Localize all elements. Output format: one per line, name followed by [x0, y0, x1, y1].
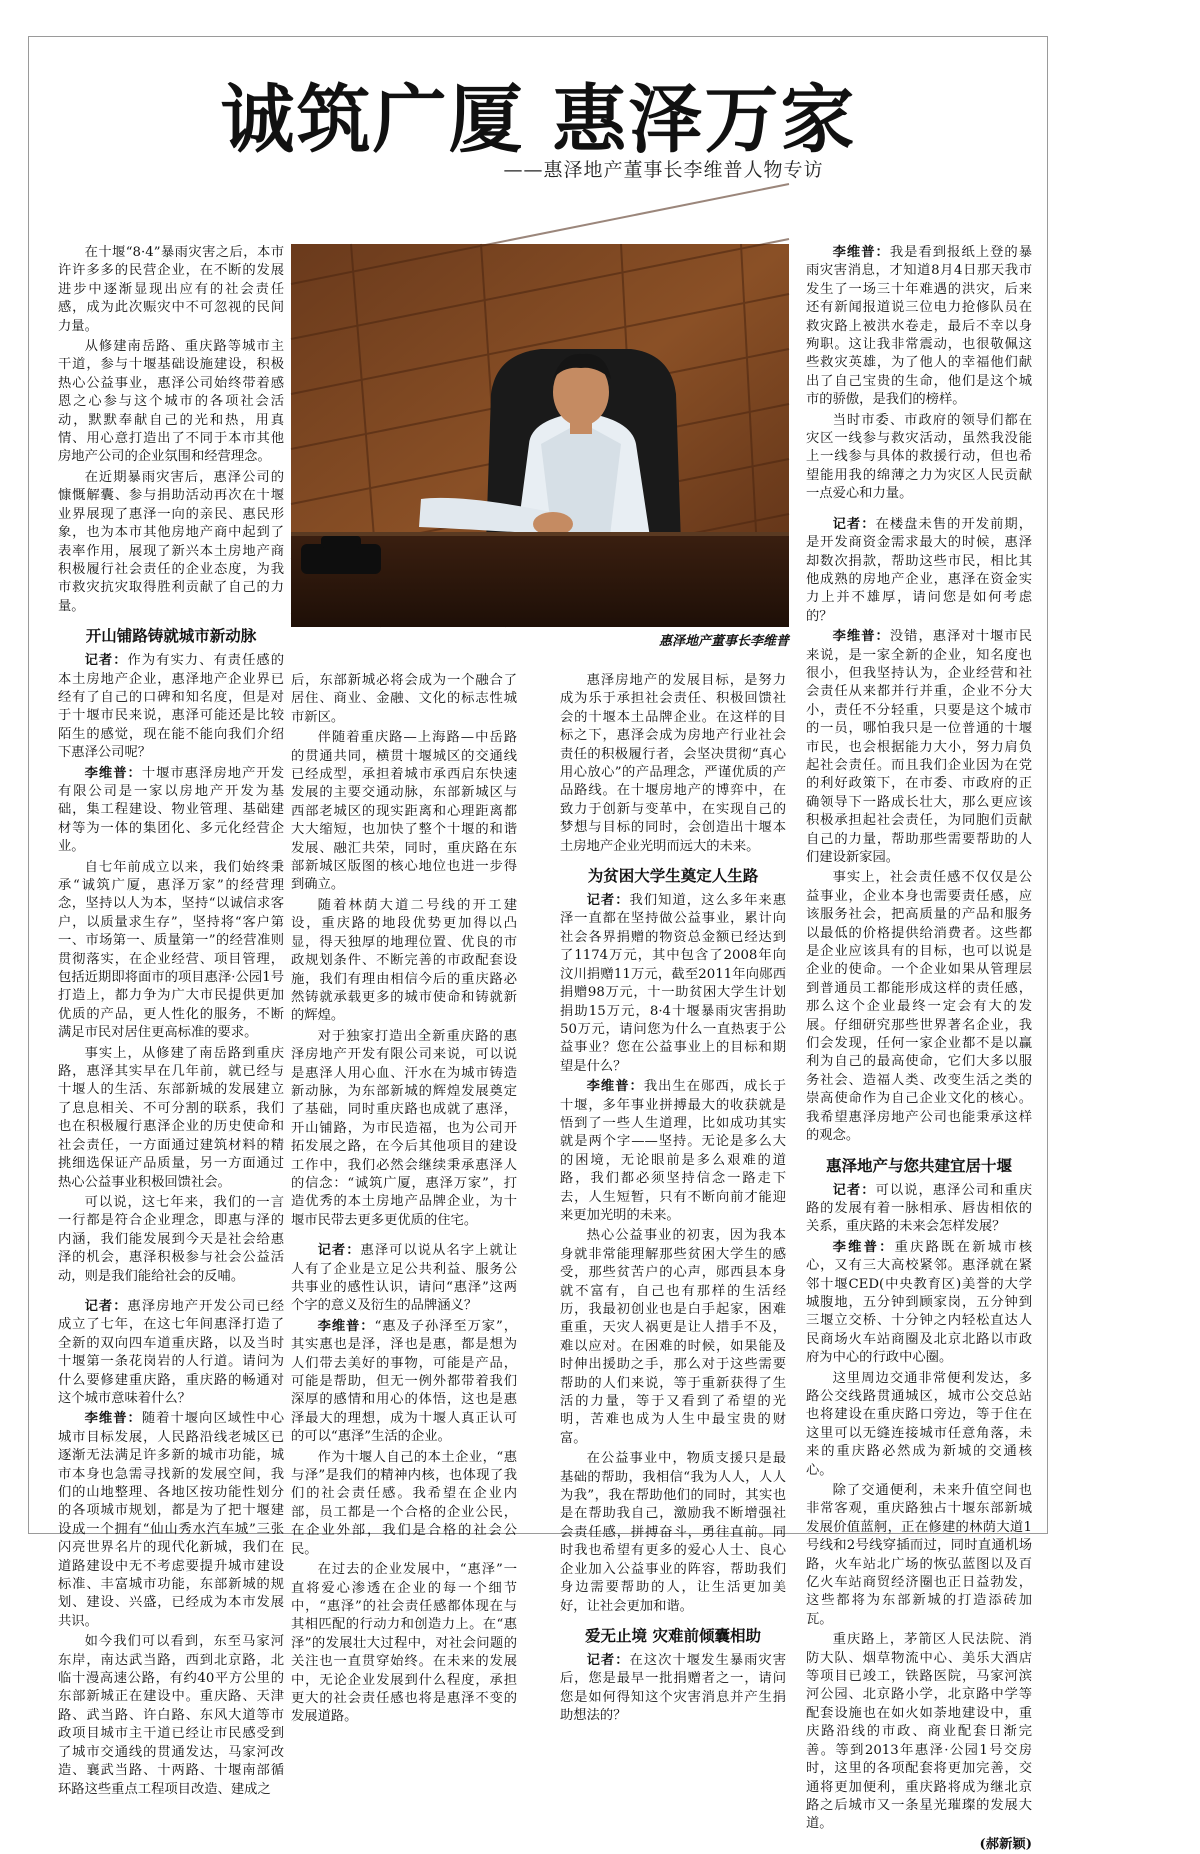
intro-paragraph: 从修建南岳路、重庆路等城市主干道，参与十堰基础设施建设，积极热心公益事业，惠泽公司始终带着感恩之心参与这个城市的各项社会活动，默默奉献自己的光和热，用真情、用心意打造出了不同于本市其他房地产公司的企业氛围和经营理念。: [58, 339, 284, 465]
body-paragraph: 惠泽房地产的发展目标，是努力成为乐于承担社会责任、积极回馈社会的十堰本土品牌企业。在这样的目标之下，惠泽会成为房地产行业社会责任的积极履行者，会坚决贯彻“真心用心放心”的产品理念，严谨优质的产品路线。在十堰房地产的博弈中，在致力于创新与变革中，在实现自己的梦想与目标的同时，会创造出十堰本土房地产企业光明而远大的未来。: [560, 673, 786, 854]
answer-text: “惠及子孙泽至万家”，其实惠也是泽，泽也是惠，都是想为人们带去美好的事物，可能是产品，可能是帮助，但无一例外都带着我们深厚的感情和用心的体悟，这也是惠泽最大的理想，成为十堰人真正认可的可以“惠泽”生活的企业。: [291, 1318, 517, 1445]
speaker-label: 记者：: [832, 516, 876, 532]
speaker-label: 李维普：: [317, 1318, 375, 1334]
body-paragraph: 这里周边交通非常便利发达，多路公交线路贯通城区，城市公交总站也将建设在重庆路口旁边，等于住在这里可以无缝连接城市任意角落，未来的重庆路必然成为新城的交通核心。: [806, 1370, 1032, 1478]
column-4: [806, 244, 1033, 1852]
body-paragraph: 自七年前成立以来，我们始终秉承“诚筑广厦，惠泽万家”的经营理念，坚持以人为本，坚持“以诚信求客户，以质量求生存”，坚持将“客户第一、市场第一、质量第一”的经营准则贯彻落实，在企业经营、项目管理，包括近期即将面市的项目惠泽·公园1号打造上，都力争为广大市民提供更加优质的产品，更人性化的服务，不断满足市民对居住更高标准的要求。: [58, 859, 284, 1041]
section-heading: 为贫困大学生奠定人生路: [587, 867, 759, 886]
body-paragraph: 当时市委、市政府的领导们都在灾区一线参与救灾活动，虽然我没能上一线参与具体的救援行动，但也希望能用我的绵薄之力为灾区人民贡献一点爱心和力量。: [806, 412, 1032, 502]
answer-text: 我出生在郧西，成长于十堰，多年事业拼搏最大的收获就是悟到了一些人生道理，比如成功其实就是两个字——坚持。无论是多么大的困境，无论眼前是多么艰难的道路，我们都必须坚持信念一路走下去，人生短暂，只有不断向前才能迎来更加光明的未来。: [560, 1079, 787, 1223]
answer-text: 重庆路既在新城市核心，又有三大高校紧邻。惠泽就在紧邻十堰CED(中央教育区)美誉的大学城腹地，五分钟到顾家岗，五分钟到三堰立交桥、十分钟之内轻松直达人民商场火车站商圈及北京北路以市政府为中心的行政中心圈。: [806, 1239, 1033, 1366]
question-text: 惠泽可以说从名字上就让人有了企业是立足公共利益、服务公共事业的感性认识，请问“惠泽”这两个字的意义及衍生的品牌涵义？: [291, 1243, 518, 1314]
speaker-label: 记者：: [586, 893, 630, 909]
body-paragraph: 在过去的企业发展中，“惠泽”一直将爱心渗透在企业的每一个细节中，“惠泽”的社会责任感都体现在与其相匹配的行动力和创造力上。在“惠泽”的发展壮大过程中，对社会问题的关注也一直贯穿始终。在未来的发展中，无论企业发展到什么程度，承担更大的社会责任感也将是惠泽不变的发展道路。: [291, 1562, 517, 1725]
question-text: 在这次十堰发生暴雨灾害后，您是最早一批捐赠者之一，请问您是如何得知这个灾害消息并产生捐助想法的？: [560, 1652, 787, 1724]
author-byline: (郝新颖): [979, 1836, 1032, 1852]
answer-text: 十堰市惠泽房地产开发有限公司是一家以房地产开发为基础，集工程建设、物业管理、基础建材等为一体的集团化、多元化经营企业。: [58, 765, 285, 855]
answer-text: 随着十堰向区域性中心城市目标发展，人民路沿线老城区已逐渐无法满足许多新的城市功能，城市本身也急需寻找新的发展空间，我们的山地整理、各地区按功能性划分的各项城市规划，都是为了把十堰建设成一个拥有“仙山秀水汽车城”三张闪亮世界名片的现代化新城，我们在道路建设中无不考虑要提升城市建设标准、丰富城市功能，东部新城的规划、建设、兴盛，已经成为本市发展共识。: [58, 1411, 285, 1629]
body-paragraph: 对于独家打造出全新重庆路的惠泽房地产开发有限公司来说，可以说是惠泽人用心血、汗水在为城市铸造新动脉，为东部新城的辉煌发展奠定了基础，同时重庆路也成就了惠泽，开山铺路，为市民造福，也为公司开拓发展之路，在今后其他项目的建设工作中，我们必然会继续秉承惠泽人的信念：“诚筑广厦，惠泽万家”，打造优秀的本土房地产品牌企业，为十堰市民带去更多更优质的住宅。: [291, 1028, 517, 1228]
speaker-label: 李维普：: [832, 629, 890, 645]
section-heading: 爱无止境 灾难前倾囊相助: [585, 1626, 761, 1645]
speaker-label: 李维普：: [832, 1239, 895, 1255]
interview-answer: [806, 628, 1032, 867]
interview-answer: [58, 1410, 284, 1631]
interview-question: [806, 1182, 1032, 1237]
article-title: 诚筑广厦 惠泽万家: [220, 77, 857, 163]
intro-paragraph: 在十堰“8·4”暴雨灾害之后，本市许许多多的民营企业，在不断的发展进步中逐渐显现出应有的社会责任感，成为此次赈灾中不可忽视的民间力量。: [58, 245, 284, 334]
interview-answer: [58, 765, 284, 857]
interview-answer: [560, 1078, 786, 1225]
interview-question: [806, 516, 1032, 626]
column-3: [560, 672, 787, 1724]
column-2: [291, 672, 518, 1725]
question-text: 惠泽房地产开发公司已经成立了七年，在这七年间惠泽打造了全新的双向四车道重庆路，以及当时十堰第一条花岗岩的人行道。请问为什么要修建重庆路，重庆路的畅通对这个城市意味着什么？: [58, 1298, 285, 1406]
question-text: 我们知道，这么多年来惠泽一直都在坚持做公益事业，累计向社会各界捐赠的物资总金额已经达到了1174万元，其中包含了2008年向汶川捐赠11万元，截至2011年向郧西捐赠98万元，十一助贫困大学生计划捐助15万元，8·4十堰暴雨灾害捐助50万元，请问您为什么一直热衷于公益事业？您在公益事业上的目标和期望是什么？: [560, 893, 787, 1074]
interview-question: [291, 1242, 517, 1316]
answer-text: 没错，惠泽对十堰市民来说，是一家全新的企业，知名度也很小，但我坚持认为，企业经营和社会责任从来都并行并重，企业不分大小，责任不分轻重，只要是这个城市的一员，哪怕我只是一位普通的十堰市民，也会根据能力大小，努力肩负起社会责任。而且我们企业因为在党的利好政策下，在市委、市政府的正确领导下一路成长壮大，那么更应该积极承担起社会责任，为同胞们贡献自己的力量，帮助那些需要帮助的人们建设新家园。: [806, 629, 1033, 865]
speaker-label: 记者：: [317, 1243, 361, 1259]
body-paragraph: 后，东部新城必将会成为一个融合了居住、商业、金融、文化的标志性城市新区。: [291, 673, 517, 725]
interview-question: [58, 1298, 284, 1408]
speaker-label: 李维普：: [84, 765, 142, 781]
speaker-label: 李维普：: [832, 245, 890, 260]
speaker-label: 李维普：: [586, 1079, 644, 1095]
interview-answer: [806, 1239, 1032, 1368]
body-paragraph: 事实上，社会责任感不仅仅是公益事业，企业本身也需要责任感，应该服务社会，把高质量的产品和服务以最低的价格提供给消费者。这些都是企业应该具有的目标，也可以说是企业的使命。一个企业如果从管理层到普通员工都能形成这样的责任感，那么这个企业最终一定会有大的发展。仔细研究那些世界著名企业，我们会发现，任何一家企业都不是以赢利为自己的最高使命，它们大多以服务社会、造福人类、改变生活之类的崇高使命作为自己企业文化的核心。我希望惠泽房地产公司也能秉承这样的观念。: [806, 870, 1032, 1144]
article-subtitle: ——惠泽地产董事长李维普人物专访: [503, 159, 824, 181]
body-paragraph: 如今我们可以看到，东至马家河东岸，南达武当路，西到北京路，北临十漫高速公路，有约40平方公里的东部新城正在建设中。重庆路、天津路、武当路、许白路、东风大道等市政项目城市主干道已经让市民感受到了城市交通线的贯通发达，马家河改造、襄武当路、十两路、十堰南部循环路这些重点工程项目改造、建成之: [58, 1634, 284, 1797]
question-text: 在楼盘未售的开发前期，是开发商资金需求最大的时候，惠泽却数次捐款，帮助这些市民，相比其他成熟的房地产企业，惠泽在资金实力上并不雄厚，请问您是如何考虑的？: [806, 516, 1033, 624]
interview-answer: [291, 1318, 517, 1447]
section-heading: 开山铺路铸就城市新动脉: [85, 627, 257, 646]
body-paragraph: 除了交通便利，未来升值空间也非常客观，重庆路独占十堰东部新城发展价值蓝舸，正在修建的林荫大道1号线和2号线穿插而过，同时直通机场路，火车站北广场的恢弘蓝图以及百亿火车站商贸经济圈也正日益勃发，这些都将为东部新城的打造添砖加瓦。: [806, 1483, 1032, 1627]
interview-question: [560, 892, 786, 1076]
question-text: 可以说，惠泽公司和重庆路的发展有着一脉相承、唇齿相依的关系，重庆路的未来会怎样发展？: [806, 1182, 1033, 1235]
speaker-label: 李维普：: [84, 1411, 142, 1427]
body-paragraph: 热心公益事业的初衷，因为我本身就非常能理解那些贫困大学生的感受，那些贫苦户的心声，郧西县本身就不富有，自己也有那样的生活经历，我最初创业也是白手起家，困难重重，天灾人祸更是让人措手不及，难以应对。在困难的时候，如果能及时伸出援助之手，那么对于这些需要帮助的人们来说，等于重新获得了生活的力量，等于又看到了希望的光明，苦难也成为人生中最宝贵的财富。: [560, 1228, 786, 1446]
body-paragraph: 作为十堰人自己的本土企业，“惠与泽”是我们的精神内核，也体现了我们的社会责任感。我希望在企业内部，员工都是一个合格的企业公民，在企业外部，我们是合格的社会公民。: [291, 1449, 517, 1557]
section-heading: 惠泽地产与您共建宜居十堰: [825, 1156, 1012, 1175]
column-1: [58, 244, 285, 1797]
speaker-label: 记者：: [84, 1298, 128, 1314]
body-paragraph: 重庆路上，茅箭区人民法院、消防大队、烟草物流中心、美乐大酒店等项目已竣工，铁路医院，马家河滨河公园、北京路小学，北京路中学等配套设施也在如火如荼地建设中，重庆路沿线的市政、商业配套日渐完善。等到2013年惠泽·公园1号交房时，这里的各项配套将更加完善，交通将更加便利，重庆路将成为继北京路之后城市又一条星光璀璨的发展大道。: [806, 1632, 1032, 1832]
body-paragraph: 随着林荫大道二号线的开工建设，重庆路的地段优势更加得以凸显，得天独厚的地理位置、优良的市政规划条件、不断完善的市政配套设施，我们有理由相信今后的重庆路必然铸就承载更多的城市使命和铸就新的辉煌。: [291, 897, 517, 1024]
body-paragraph: 在公益事业中，物质支援只是最基础的帮助，我相信“我为人人，人人为我”，我在帮助他们的同时，其实也是在帮助我自己，激励我不断增强社会责任感，拼搏奋斗，勇往直前。同时我也希望有更多的爱心人士、良心企业加入公益事业的阵容，帮助我们身边需要帮助的人，让生活更加美好，让社会更加和谐。: [560, 1451, 786, 1614]
answer-text: 我是看到报纸上登的暴雨灾害消息，才知道8月4日那天我市发生了一场三十年难遇的洪灾，后来还有新闻报道说三位电力抢修队员在救灾路上被洪水卷走，最后不幸以身殉职。这让我非常震动，也很敬佩这些救灾英雄，为了他人的幸福他们献出了自己宝贵的生命，他们是这个城市的骄傲，是我们的榜样。: [806, 245, 1033, 408]
interview-question: [560, 1652, 786, 1726]
body-paragraph: 事实上，从修建了南岳路到重庆路，惠泽其实早在几年前，就已经与十堰人的生活、东部新城的发展建立了息息相关、不可分割的联系，我们也在积极履行惠泽企业的历史使命和社会责任，一方面通过建筑材料的精挑细选保证产品质量，另一方面通过热心公益事业积极回馈社会。: [58, 1045, 284, 1190]
question-text: 作为有实力、有责任感的本土房地产企业，惠泽地产企业界已经有了自己的口碑和知名度，但是对于十堰市民来说，惠泽可能还是比较陌生的感觉，现在能不能向我们介绍下惠泽公司呢？: [58, 653, 285, 761]
chairman-photo: [291, 244, 789, 627]
intro-paragraph: 在近期暴雨灾害后，惠泽公司的慷慨解囊、参与捐助活动再次在十堰业界展现了惠泽一向的亲民、惠民形象，也为本市其他房地产商中起到了表率作用，展现了新兴本土房地产商积极履行社会责任的企业态度，为我市救灾抗灾取得胜利贡献了自己的力量。: [58, 469, 284, 614]
body-paragraph: 可以说，这七年来，我们的一言一行都是符合企业理念，即惠与泽的内涵，我们能发展到今天是社会给惠泽的机会，惠泽积极参与社会公益活动，则是我们能给社会的反哺。: [58, 1194, 284, 1284]
body-paragraph: 伴随着重庆路—上海路—中岳路的贯通共同，横贯十堰城区的交通线已经成型，承担着城市承西启东快速发展的主要交通动脉，东部新城区与西部老城区的现实距离和心理距离都大大缩短，也加快了整个十堰的和谐发展、融汇共荣，同时，重庆路在东部新城区版图的核心地位也进一步得到确立。: [291, 730, 517, 893]
speaker-label: 记者：: [84, 653, 128, 669]
photo-caption: 惠泽地产董事长李维普: [658, 634, 789, 649]
interview-answer: [806, 244, 1032, 410]
interview-question: [58, 652, 284, 762]
speaker-label: 记者：: [586, 1652, 630, 1668]
speaker-label: 记者：: [832, 1182, 876, 1198]
